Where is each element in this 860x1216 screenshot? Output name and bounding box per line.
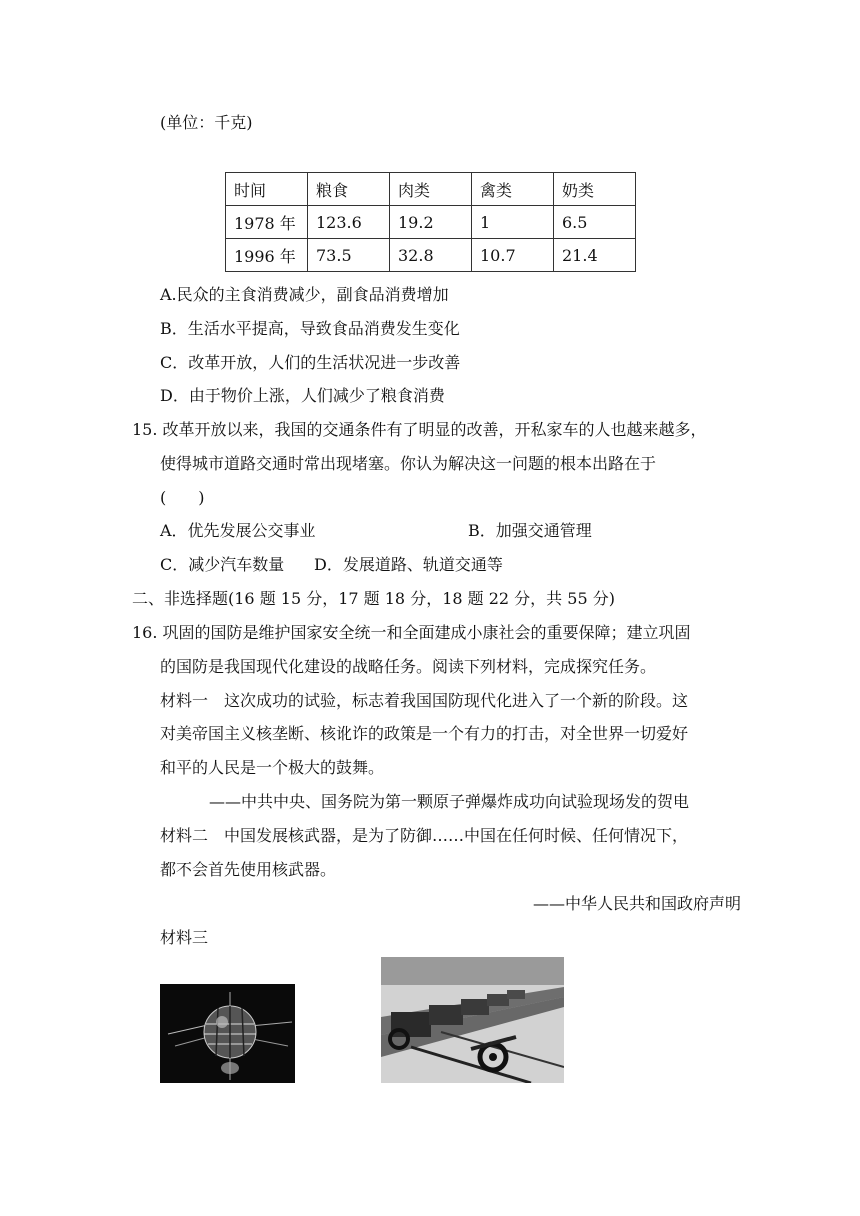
table-cell: 6.5 <box>554 206 636 239</box>
table-header-cell: 时间 <box>226 173 308 206</box>
table-header-cell: 禽类 <box>472 173 554 206</box>
material-3-label: 材料三 <box>160 928 209 947</box>
q14-option-d: D．由于物价上涨，人们减少了粮食消费 <box>160 386 445 405</box>
artillery-image <box>381 957 564 1083</box>
material-2-line1: 材料二 中国发展核武器，是为了防御……中国在任何时候、任何情况下， <box>160 826 689 845</box>
satellite-photo <box>160 984 295 1083</box>
table-cell: 123.6 <box>308 206 390 239</box>
satellite-image <box>160 984 295 1083</box>
q14-option-c: C．改革开放，人们的生活状况进一步改善 <box>160 353 461 372</box>
q15-option-d: D．发展道路、轨道交通等 <box>314 555 503 574</box>
consumption-table <box>225 172 636 272</box>
q16-stem-line1: 16. 巩固的国防是维护国家安全统一和全面建成小康社会的重要保障；建立巩固 <box>132 623 691 642</box>
q15-option-c: C．减少汽车数量 <box>160 555 285 574</box>
table-cell: 32.8 <box>390 239 472 272</box>
artillery-photo <box>381 957 564 1083</box>
q16-stem-line2: 的国防是我国现代化建设的战略任务。阅读下列材料，完成探究任务。 <box>160 657 657 676</box>
q15-answer-paren: ( ) <box>160 488 205 507</box>
q15-option-b: B．加强交通管理 <box>468 521 592 540</box>
unit-note: (单位：千克) <box>160 113 253 132</box>
material-1-source: ——中共中央、国务院为第一颗原子弹爆炸成功向试验现场发的贺电 <box>209 792 690 811</box>
material-1-line1: 材料一 这次成功的试验，标志着我国国防现代化进入了一个新的阶段。这 <box>160 691 689 710</box>
material-2-source: ——中华人民共和国政府声明 <box>533 894 742 913</box>
material-2-line2: 都不会首先使用核武器。 <box>160 860 337 879</box>
table-header-cell: 奶类 <box>554 173 636 206</box>
table-header-cell: 肉类 <box>390 173 472 206</box>
table-header-cell: 粮食 <box>308 173 390 206</box>
table-cell: 21.4 <box>554 239 636 272</box>
table-cell: 1 <box>472 206 554 239</box>
table-cell: 1978 年 <box>226 206 308 239</box>
material-1-line2: 对美帝国主义核垄断、核讹诈的政策是一个有力的打击，对全世界一切爱好 <box>160 724 689 743</box>
q15-option-a: A．优先发展公交事业 <box>160 521 316 540</box>
section-2-heading: 二、非选择题(16 题 15 分，17 题 18 分，18 题 22 分，共 55 分) <box>132 589 615 608</box>
q15-stem-line2: 使得城市道路交通时常出现堵塞。你认为解决这一问题的根本出路在于 <box>160 454 657 473</box>
table-cell: 73.5 <box>308 239 390 272</box>
material-1-line3: 和平的人民是一个极大的鼓舞。 <box>160 758 385 777</box>
table-cell: 19.2 <box>390 206 472 239</box>
q15-stem-line1: 15. 改革开放以来，我国的交通条件有了明显的改善，开私家车的人也越来越多， <box>132 420 707 439</box>
q14-option-a: A.民众的主食消费减少，副食品消费增加 <box>160 285 449 304</box>
q14-option-b: B．生活水平提高，导致食品消费发生变化 <box>160 319 460 338</box>
table-cell: 10.7 <box>472 239 554 272</box>
table-row <box>226 206 636 239</box>
table-cell: 1996 年 <box>226 239 308 272</box>
table-row <box>226 239 636 272</box>
table-header-row <box>226 173 636 206</box>
